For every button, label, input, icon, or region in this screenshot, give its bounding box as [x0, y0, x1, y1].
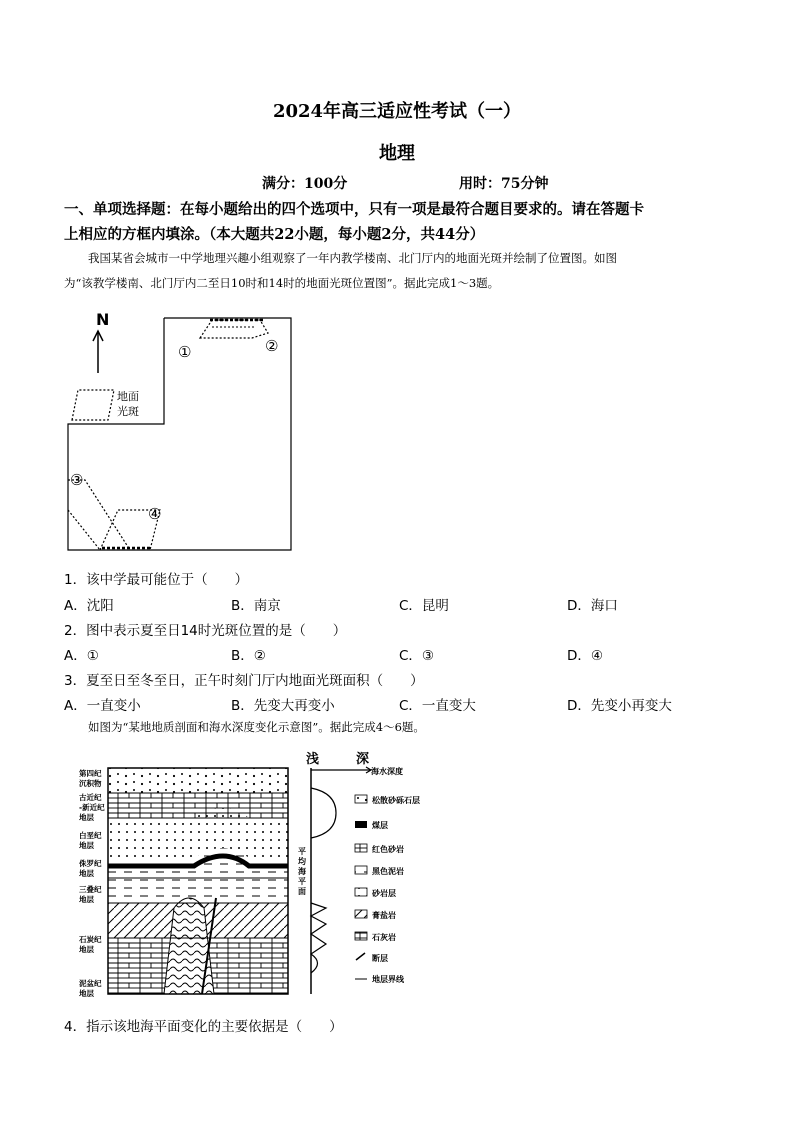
north-label: N: [96, 310, 110, 329]
north-spot: [200, 320, 268, 338]
q3-option-b: B．先变大再变小: [231, 698, 335, 714]
south-spot-3: [68, 480, 130, 550]
svg-text:均: 均: [298, 857, 306, 866]
svg-text:第四纪: 第四纪: [79, 769, 102, 778]
q2-option-d: D．④: [567, 648, 603, 664]
marker-2: ②: [265, 337, 279, 355]
svg-text:地层界线: 地层界线: [372, 975, 404, 984]
sunspot-position-figure: [60, 305, 300, 555]
svg-text:沉积物: 沉积物: [79, 779, 102, 788]
shallow-label: 浅: [306, 752, 320, 767]
legend-label-1: 地面: [117, 390, 139, 403]
subject-title: 地理: [379, 143, 415, 164]
q2-option-c: C．③: [399, 648, 435, 664]
time-limit: 用时：75分钟: [459, 176, 549, 192]
svg-text:地层: 地层: [79, 989, 94, 998]
exam-title: 2024年高三适应性考试（一）: [272, 101, 522, 122]
q1-option-b: B．南京: [231, 598, 281, 614]
svg-text:白垩纪: 白垩纪: [79, 831, 102, 840]
svg-text:石炭纪: 石炭纪: [79, 935, 102, 944]
legend-label-2: 光斑: [117, 405, 139, 418]
svg-text:煤层: 煤层: [372, 821, 388, 830]
q1-option-a: A．沈阳: [64, 598, 114, 614]
svg-text:地层: 地层: [79, 869, 94, 878]
svg-text:泥盆纪: 泥盆纪: [79, 979, 102, 988]
layer-labels: [78, 768, 105, 998]
svg-text:石灰岩: 石灰岩: [372, 933, 396, 942]
svg-text:地层: 地层: [79, 813, 94, 822]
svg-text:地层: 地层: [79, 945, 94, 954]
svg-text:松散砂砾石层: 松散砂砾石层: [372, 796, 420, 805]
question-1: 1．该中学最可能位于（ ）: [64, 572, 249, 588]
intro1-line2: 为“该教学楼南、北门厅内二至日10时和14时的地面光斑位置图”。据此完成1～3题。: [64, 276, 500, 290]
svg-text:红色砂岩: 红色砂岩: [372, 845, 404, 854]
svg-text:平: 平: [298, 877, 306, 886]
q3-option-d: D．先变小再变大: [567, 698, 672, 714]
svg-text:黑色泥岩: 黑色泥岩: [372, 867, 404, 876]
q3-option-a: A．一直变小: [64, 698, 141, 714]
svg-text:断层: 断层: [372, 954, 388, 963]
svg-text:膏盐岩: 膏盐岩: [372, 911, 396, 920]
question-3: 3．夏至日至冬至日，正午时刻门厅内地面光斑面积（ ）: [64, 673, 424, 689]
msl-label: [297, 846, 307, 896]
section-instruction-line2: 上相应的方框内填涂。（本大题共22小题，每小题2分，共44分）: [64, 226, 485, 243]
q1-option-d: D．海口: [567, 598, 618, 614]
intro2: 如图为“某地地质剖面和海水深度变化示意图”。据此完成4～6题。: [88, 720, 425, 734]
marker-4: ④: [148, 505, 162, 523]
q2-option-b: B．②: [231, 648, 266, 664]
legend: [355, 795, 420, 984]
legend-spot-icon: [72, 390, 114, 420]
svg-text:古近纪: 古近纪: [79, 793, 102, 802]
svg-text:平: 平: [298, 847, 306, 856]
svg-text:地层: 地层: [79, 895, 94, 904]
svg-text:地层: 地层: [79, 841, 94, 850]
depth-curve: [311, 788, 336, 838]
deep-label: 深: [356, 752, 370, 767]
svg-text:砂岩层: 砂岩层: [372, 889, 396, 898]
svg-text:面: 面: [298, 887, 306, 896]
svg-text:-新近纪: -新近纪: [79, 803, 105, 812]
depth-label: 海水深度: [371, 767, 403, 776]
question-2: 2．图中表示夏至日14时光斑位置的是（ ）: [64, 623, 347, 639]
profile-block: [108, 768, 288, 994]
full-score: 满分：100分: [262, 176, 348, 192]
q1-option-c: C．昆明: [399, 598, 449, 614]
q2-option-a: A．①: [64, 648, 99, 664]
svg-text:海: 海: [298, 867, 306, 876]
marker-1: ①: [178, 343, 192, 361]
intro1-line1: 我国某省会城市一中学地理兴趣小组观察了一年内教学楼南、北门厅内的地面光斑并绘制了位置图。如图: [88, 251, 617, 265]
question-4: 4．指示该地海平面变化的主要依据是（ ）: [64, 1019, 343, 1035]
section-instruction-line1: 一、单项选择题：在每小题给出的四个选项中，只有一项是最符合题目要求的。请在答题卡: [64, 201, 644, 218]
marker-3: ③: [70, 471, 84, 489]
svg-text:三叠纪: 三叠纪: [79, 885, 102, 894]
svg-text:侏罗纪: 侏罗纪: [79, 859, 102, 868]
geology-profile-figure: [74, 748, 454, 998]
q3-option-c: C．一直变大: [399, 698, 476, 714]
